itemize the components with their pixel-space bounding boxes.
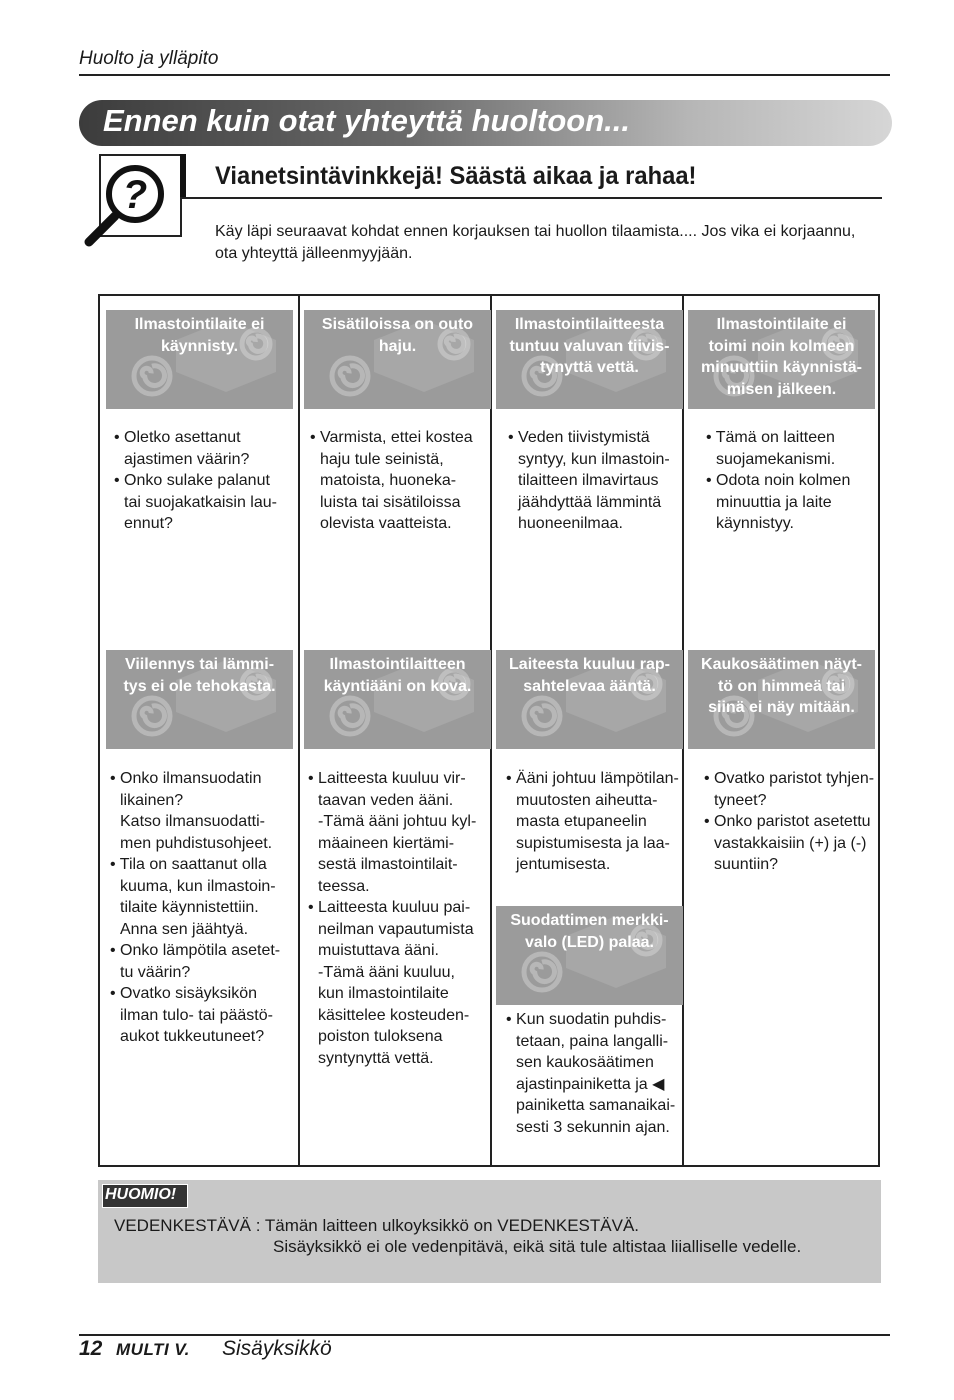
- body-line: matoista, huoneka-: [320, 472, 457, 489]
- body-line: • Veden tiivistymistä: [508, 429, 650, 446]
- body-line: likainen?: [120, 791, 184, 809]
- cell-header-text: [106, 654, 293, 697]
- grid-divider: [298, 294, 300, 1167]
- body-line: sen kaukosäätimen: [516, 1054, 654, 1071]
- body-line: teessa.: [318, 877, 370, 895]
- note-line-1: VEDENKESTÄVÄ : Tämän laitteen ulkoyksikkö on VEDENKESTÄVÄ.: [114, 1216, 640, 1235]
- body-line: tilaitteen ilmavirtaus: [518, 472, 659, 489]
- cell-body: [308, 768, 488, 1069]
- body-line: tilaite käynnistettiin.: [120, 899, 259, 916]
- body-line: kuuma, kun ilmastoin-: [120, 877, 276, 895]
- body-line: tyneet?: [714, 791, 767, 809]
- body-line: kun ilmastointilaite: [318, 985, 449, 1002]
- body-line: ajastimen väärin?: [124, 450, 250, 468]
- body-line: • Ovatko paristot tyhjen-: [704, 770, 875, 787]
- page-title: Ennen kuin otat yhteyttä huoltoon...: [103, 103, 630, 138]
- body-line: luista tai sisätiloissa: [320, 493, 461, 511]
- cell-body: [706, 427, 876, 535]
- cell-header-text: [688, 654, 875, 719]
- cell-header: [496, 650, 683, 749]
- body-line: muutosten aiheutta-: [516, 791, 658, 809]
- body-line: ajastinpainiketta ja ◀: [516, 1075, 665, 1093]
- header-line: Sisätiloissa on outo: [321, 316, 474, 333]
- header-line: misen jälkeen.: [726, 380, 837, 398]
- body-line: jäähdyttää lämmintä: [518, 493, 662, 511]
- body-line: • Onko ilmansuodatin: [110, 770, 262, 787]
- cell-body: [506, 1009, 682, 1138]
- body-line: tetaan, paina langalli-: [516, 1032, 669, 1050]
- header-line: käyntiääni on kova.: [323, 677, 472, 695]
- subtitle-bar: [180, 154, 186, 198]
- body-line: • Odota noin kolmen: [706, 472, 851, 489]
- body-line: suuntiin?: [714, 856, 779, 873]
- cell-header: [496, 310, 683, 409]
- cell-header-text: [688, 314, 875, 400]
- body-line: taavan veden ääni.: [318, 791, 454, 809]
- header-line: Ilmastointilaitteesta: [514, 316, 665, 333]
- body-line: huoneenilmaa.: [518, 515, 623, 532]
- body-line: ennut?: [124, 515, 173, 532]
- body-line: -Tämä ääni johtuu kyl-: [318, 813, 477, 830]
- header-line: Ilmastointilaite ei: [134, 316, 265, 333]
- body-line: aukot tukkeutuneet?: [120, 1028, 265, 1045]
- body-line: ilman tulo- tai päästö-: [120, 1006, 273, 1024]
- note-label: [102, 1184, 188, 1208]
- body-line: jentumisesta.: [516, 856, 611, 873]
- header-line: Suodattimen merkki-: [510, 912, 669, 929]
- body-line: • Laitteesta kuuluu vir-: [308, 770, 466, 787]
- magnifier-question-icon: [81, 158, 181, 250]
- body-line: poiston tuloksena: [318, 1028, 443, 1045]
- cell-body: [506, 768, 682, 876]
- header-line: Ilmastointilaitteen: [329, 656, 466, 673]
- cell-header-text: [304, 314, 491, 357]
- cell-body: [114, 427, 292, 535]
- body-line: käynnistyy.: [716, 515, 794, 532]
- top-rule: [79, 74, 890, 76]
- body-line: • Onko lämpötila asetet-: [110, 942, 281, 959]
- body-line: suojamekanismi.: [716, 450, 836, 468]
- subtitle: Vianetsintävinkkejä! Säästä aikaa ja rahaa!: [215, 162, 697, 190]
- cell-header: [688, 310, 875, 409]
- body-line: men puhdistusohjeet.: [120, 834, 273, 852]
- body-line: • Oletko asettanut: [114, 429, 241, 446]
- cell-body: [110, 768, 292, 1048]
- note-line-2: Sisäyksikkö ei ole vedenpitävä, eikä sitä tule altistaa liialliselle vedelle.: [273, 1237, 802, 1256]
- body-line: Anna sen jäähtyä.: [120, 920, 249, 938]
- header-line: haju.: [378, 337, 417, 355]
- body-line: • Onko sulake palanut: [114, 472, 270, 489]
- header-line: Kaukosäätimen näyt-: [701, 656, 862, 673]
- cell-header: [106, 650, 293, 749]
- cell-body: [310, 427, 486, 535]
- body-line: • Tämä on laitteen: [706, 429, 835, 446]
- body-line: • Ovatko sisäyksikön: [110, 985, 257, 1002]
- cell-header-text: [496, 910, 683, 953]
- header-line: Laiteesta kuuluu rap-: [509, 656, 670, 673]
- help-box: [99, 154, 182, 237]
- footer-section: Sisäyksikkö: [222, 1337, 332, 1360]
- body-line: muistuttava ääni.: [318, 942, 439, 959]
- cell-body: [704, 768, 880, 876]
- body-line: • Tila on saattanut olla: [110, 856, 267, 873]
- body-line: supistumisesta ja laa-: [516, 834, 670, 852]
- body-line: neilman vapautumista: [318, 920, 474, 938]
- body-line: tu väärin?: [120, 963, 191, 981]
- header-line: minuuttiin käynnistä-: [701, 359, 862, 376]
- cell-header: [496, 906, 683, 1005]
- header-line: Viilennys tai lämmi-: [124, 656, 275, 673]
- note-label-text: HUOMIO!: [105, 1186, 177, 1203]
- body-line: painiketta samanaikai-: [516, 1097, 676, 1114]
- header-line: siinä ei näy mitään.: [708, 699, 855, 716]
- cell-header-text: [304, 654, 491, 697]
- body-line: sestä ilmastointilait-: [318, 856, 458, 873]
- header-line: tuntuu valuvan tiivis-: [509, 337, 670, 355]
- body-line: syntynyttä vettä.: [318, 1049, 434, 1067]
- cell-header: [304, 310, 491, 409]
- body-line: käsittelee kosteuden-: [318, 1006, 470, 1024]
- section-label: Huolto ja ylläpito: [79, 48, 219, 69]
- page-number: 12: [79, 1337, 103, 1360]
- cell-header: [304, 650, 491, 749]
- body-line: syntyy, kun ilmastoin-: [518, 450, 670, 468]
- cell-body: [508, 427, 680, 535]
- body-line: mäaineen kiertämi-: [318, 834, 455, 852]
- cell-header: [106, 310, 293, 409]
- header-line: tynyttä vettä.: [540, 359, 639, 376]
- cell-header-text: [496, 654, 683, 697]
- body-line: Katso ilmansuodatti-: [120, 813, 265, 830]
- body-line: vastakkaisiin (+) ja (-): [714, 834, 867, 852]
- body-line: haju tule seinistä,: [320, 450, 444, 468]
- body-line: • Varmista, ettei kostea: [310, 429, 473, 446]
- header-line: sahtelevaa ääntä.: [523, 677, 656, 695]
- header-line: tys ei ole tehokasta.: [123, 677, 276, 695]
- body-line: -Tämä ääni kuuluu,: [318, 963, 455, 981]
- subtitle-rule: [180, 197, 882, 199]
- body-line: olevista vaatteista.: [320, 515, 452, 532]
- body-line: • Kun suodatin puhdis-: [506, 1011, 667, 1028]
- cell-header-text: [106, 314, 293, 357]
- header-line: valo (LED) palaa.: [525, 933, 654, 951]
- cell-header-text: [496, 314, 683, 379]
- svg-text:?: ?: [122, 173, 148, 217]
- body-line: • Onko paristot asetettu: [704, 813, 871, 830]
- body-line: minuuttia ja laite: [716, 493, 832, 511]
- body-line: • Laitteesta kuuluu pai-: [308, 899, 471, 916]
- title-banner: [79, 100, 892, 146]
- cell-header: [688, 650, 875, 749]
- body-line: tai suojakatkaisin lau-: [124, 493, 277, 511]
- body-line: sesti 3 sekunnin ajan.: [516, 1118, 670, 1136]
- body-line: masta etupaneelin: [516, 813, 647, 830]
- body-line: • Ääni johtuu lämpötilan-: [506, 770, 679, 787]
- footer-rule: [79, 1334, 890, 1336]
- header-line: käynnisty.: [160, 337, 239, 355]
- intro-text: Käy läpi seuraavat kohdat ennen korjauksen tai huollon tilaamista.... Jos vika ei korjaannu, ota yhteyttä jälleenmyyjään.: [215, 223, 856, 262]
- brand-logo: MULTI V.: [116, 1340, 190, 1359]
- header-line: tö on himmeä tai: [717, 677, 846, 695]
- header-line: toimi noin kolmeen: [708, 337, 855, 355]
- header-line: Ilmastointilaite ei: [716, 316, 847, 333]
